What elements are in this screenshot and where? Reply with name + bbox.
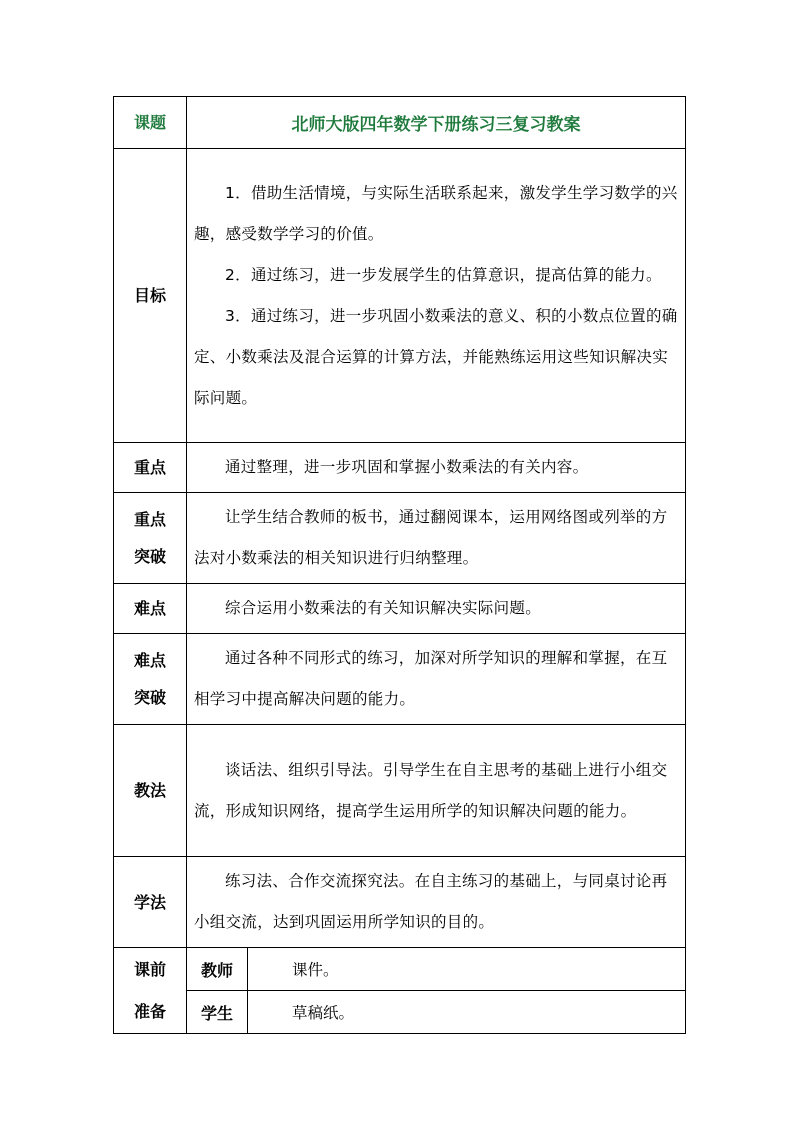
teacher-value: 课件。 <box>248 948 686 991</box>
preparation-row-teacher <box>114 948 686 991</box>
goal-item-3: 3．通过练习，进一步巩固小数乘法的意义、积的小数点位置的确定、小数乘法及混合运算的计算方法，并能熟练运用这些知识解决实际问题。 <box>194 306 678 407</box>
goals-label: 目标 <box>114 149 187 443</box>
difficulty-content <box>187 584 686 634</box>
teaching-method-content <box>187 725 686 857</box>
goal-item-2: 2．通过练习，进一步发展学生的估算意识，提高估算的能力。 <box>225 265 662 284</box>
teaching-method-row <box>114 725 686 857</box>
difficulty-text: 综合运用小数乘法的有关知识解决实际问题。 <box>225 599 542 617</box>
difficulty-label: 难点 <box>114 584 187 634</box>
key-breakthrough-row <box>114 493 686 584</box>
header-row <box>114 97 686 149</box>
difficulty-row <box>114 584 686 634</box>
preparation-label-1: 课前 <box>133 959 166 979</box>
difficulty-breakthrough-label-2: 突破 <box>133 688 166 707</box>
key-breakthrough-label <box>114 493 187 584</box>
learning-method-label: 学法 <box>114 857 187 948</box>
learning-method-text: 练习法、合作交流探究法。在自主练习的基础上，与同桌讨论再小组交流，达到巩固运用所学知识的目的。 <box>194 872 668 931</box>
key-point-label: 重点 <box>114 443 187 493</box>
key-point-content <box>187 443 686 493</box>
key-point-text: 通过整理，进一步巩固和掌握小数乘法的有关内容。 <box>225 458 589 476</box>
difficulty-breakthrough-label-1: 难点 <box>133 651 166 670</box>
key-breakthrough-label-2: 突破 <box>133 547 166 566</box>
teaching-method-label: 教法 <box>114 725 187 857</box>
preparation-label <box>114 948 187 1034</box>
goals-row <box>114 149 686 443</box>
learning-method-content <box>187 857 686 948</box>
student-label: 学生 <box>187 991 248 1034</box>
difficulty-breakthrough-label <box>114 634 187 725</box>
goals-content <box>187 149 686 443</box>
key-breakthrough-text: 让学生结合教师的板书，通过翻阅课本，运用网络图或列举的方法对小数乘法的相关知识进行归纳整理。 <box>194 508 668 567</box>
student-value: 草稿纸。 <box>248 991 686 1034</box>
preparation-label-2: 准备 <box>133 1001 166 1021</box>
preparation-row-student <box>114 991 686 1034</box>
key-breakthrough-content <box>187 493 686 584</box>
difficulty-breakthrough-content <box>187 634 686 725</box>
topic-label: 课题 <box>114 97 187 149</box>
key-point-row <box>114 443 686 493</box>
teacher-label: 教师 <box>187 948 248 991</box>
goal-item-1: 1．借助生活情境，与实际生活联系起来，激发学生学习数学的兴趣，感受数学学习的价值。 <box>194 183 678 243</box>
learning-method-row <box>114 857 686 948</box>
teaching-method-text: 谈话法、组织引导法。引导学生在自主思考的基础上进行小组交流，形成知识网络，提高学生运用所学的知识解决问题的能力。 <box>194 760 668 820</box>
lesson-plan-table <box>113 96 686 1034</box>
difficulty-breakthrough-row <box>114 634 686 725</box>
key-breakthrough-label-1: 重点 <box>133 510 166 529</box>
difficulty-breakthrough-text: 通过各种不同形式的练习，加深对所学知识的理解和掌握，在互相学习中提高解决问题的能力。 <box>194 649 668 708</box>
document-title: 北师大版四年数学下册练习三复习教案 <box>187 97 686 149</box>
